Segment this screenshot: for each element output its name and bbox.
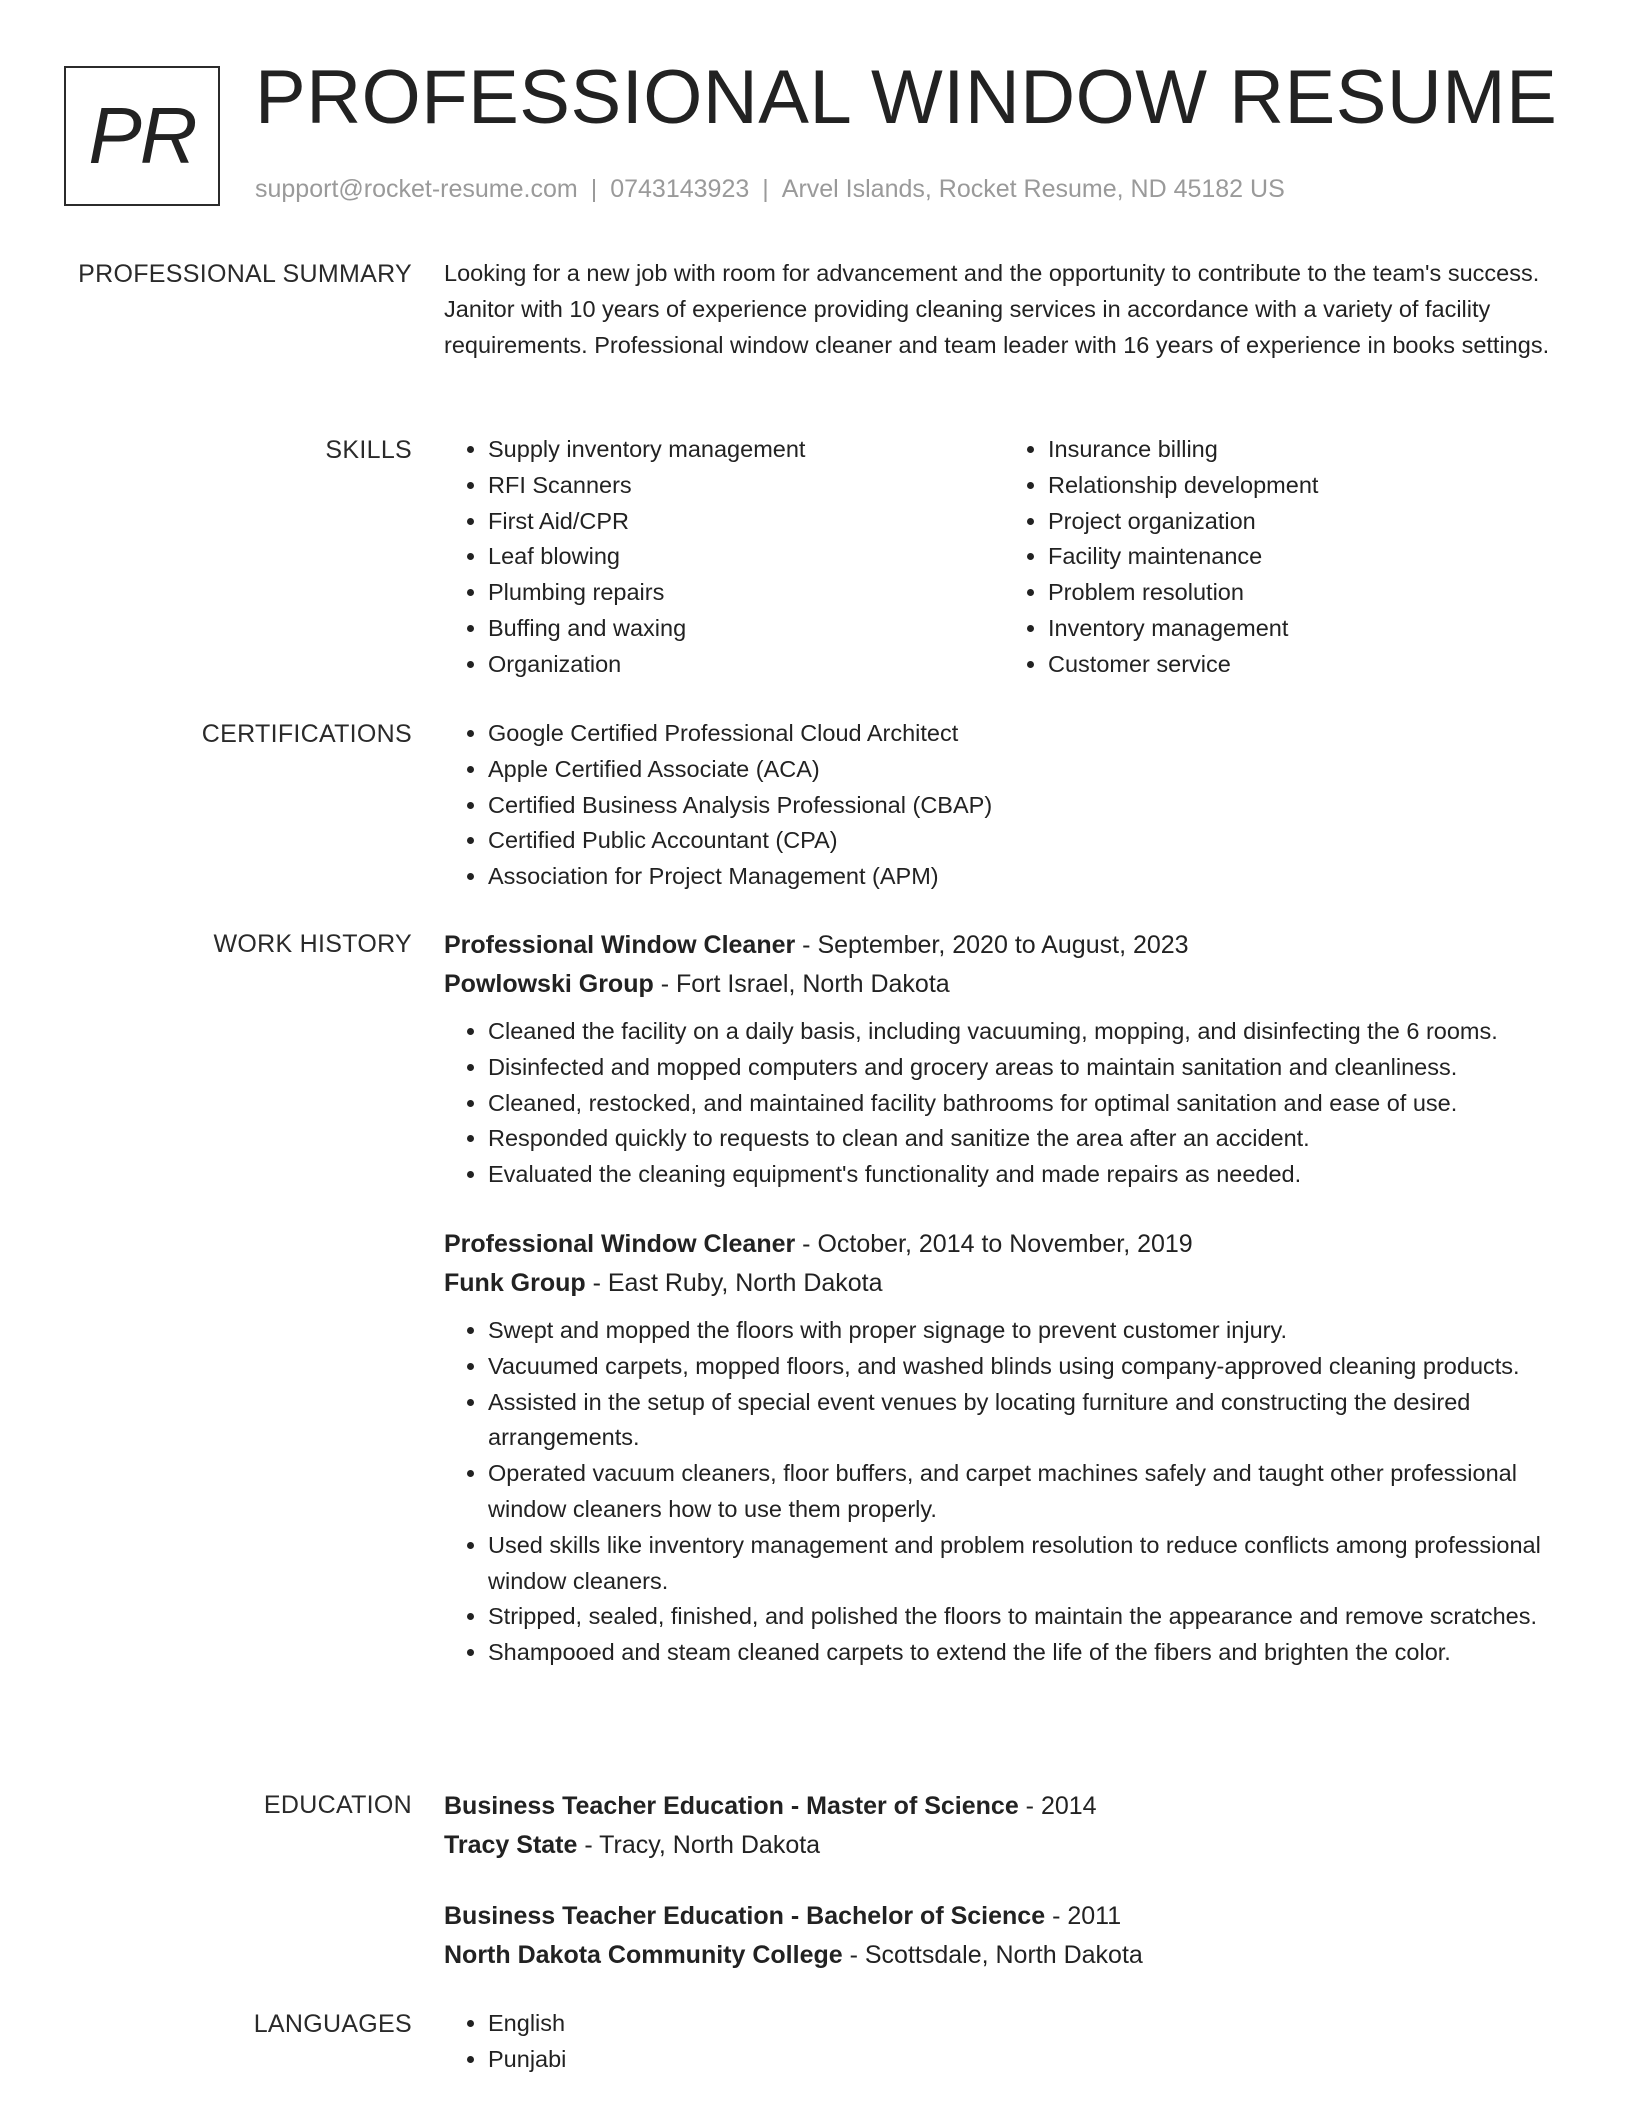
job-bullet: • Vacuumed carpets, mopped floors, and washed blinds using company-approved cleaning products. (488, 1349, 1564, 1385)
job-bullet: • Cleaned, restocked, and maintained facility bathrooms for optimal sanitation and ease of use. (488, 1086, 1564, 1122)
degree: Business Teacher Education - Bachelor of Science (444, 1902, 1046, 1930)
email[interactable]: support@rocket-resume.com (255, 175, 578, 203)
job-bullet: • Responded quickly to requests to clean and sanitize the area after an accident. (488, 1121, 1564, 1157)
skill-item: • Organization (488, 647, 1004, 683)
summary-text: Looking for a new job with room for advancement and the opportunity to contribute to the team's success. Janitor with 10 years of experience providing cleaning services in accordance with a variety of facility requirements. Professional window cleaner and team leader with 16 years of experience in books settings. (444, 260, 1550, 358)
certification-item: • Google Certified Professional Cloud Architect (488, 716, 1564, 752)
skill-item: • First Aid/CPR (488, 504, 1004, 540)
address: Arvel Islands, Rocket Resume, ND 45182 US (781, 175, 1285, 203)
certifications-list (444, 716, 1564, 895)
skill-item: • Insurance billing (1048, 432, 1564, 468)
job-bullet: • Disinfected and mopped computers and grocery areas to maintain sanitation and cleanliness. (488, 1050, 1564, 1086)
skill-item: • Customer service (1048, 647, 1564, 683)
separator: | (590, 175, 598, 203)
job-title: Professional Window Cleaner (444, 1229, 796, 1258)
job-entry (444, 926, 1564, 1193)
school-line (444, 1826, 1564, 1865)
job-dates: - October, 2014 to November, 2019 (795, 1229, 1193, 1258)
job-bullet: • Shampooed and steam cleaned carpets to extend the life of the fibers and brighten the color. (488, 1635, 1564, 1671)
certification-item: • Certified Public Accountant (CPA) (488, 823, 1564, 859)
job-title-line (444, 1225, 1564, 1264)
skills-column-left (444, 432, 1004, 683)
skills-column-right (1004, 432, 1564, 683)
job-bullet: • Assisted in the setup of special event venues by locating furniture and constructing the desired arrangements. (488, 1385, 1564, 1457)
skill-item: • Project organization (1048, 504, 1564, 540)
section-label: PROFESSIONAL SUMMARY (78, 260, 412, 288)
job-entry (444, 1225, 1564, 1671)
section-label: LANGUAGES (253, 2010, 412, 2038)
job-title: Professional Window Cleaner (444, 931, 796, 959)
job-location: - East Ruby, North Dakota (585, 1268, 883, 1297)
certification-item: • Certified Business Analysis Professional (CBAP) (488, 788, 1564, 824)
job-dates: - September, 2020 to August, 2023 (795, 931, 1189, 959)
education-entry (444, 1897, 1564, 1975)
skill-item: • Inventory management (1048, 611, 1564, 647)
degree-line (444, 1787, 1564, 1826)
degree-line (444, 1897, 1564, 1936)
school-line (444, 1936, 1564, 1975)
job-bullet: • Cleaned the facility on a daily basis, including vacuuming, mopping, and disinfecting the 6 rooms. (488, 1014, 1564, 1050)
languages-list (444, 2006, 1564, 2078)
education-year: - 2011 (1045, 1902, 1122, 1930)
education-year: - 2014 (1018, 1792, 1097, 1820)
skill-item: • Buffing and waxing (488, 611, 1004, 647)
monogram: PR (64, 66, 220, 206)
job-bullet: • Stripped, sealed, finished, and polished the floors to maintain the appearance and remove scratches. (488, 1599, 1564, 1635)
job-bullet: • Swept and mopped the floors with proper signage to prevent customer injury. (488, 1313, 1564, 1349)
job-bullets (444, 1313, 1564, 1671)
section-label: WORK HISTORY (213, 930, 412, 958)
section-label: EDUCATION (263, 1791, 412, 1819)
skill-item: • Problem resolution (1048, 575, 1564, 611)
separator: | (762, 175, 769, 203)
degree: Business Teacher Education - Master of Science (444, 1792, 1019, 1820)
certification-item: • Apple Certified Associate (ACA) (488, 752, 1564, 788)
job-company: Powlowski Group (444, 970, 654, 998)
job-bullet: • Evaluated the cleaning equipment's functionality and made repairs as needed. (488, 1157, 1564, 1193)
skill-item: • Plumbing repairs (488, 575, 1004, 611)
job-title-line (444, 926, 1564, 965)
job-bullets (444, 1014, 1564, 1193)
skill-item: • Facility maintenance (1048, 539, 1564, 575)
certification-item: • Association for Project Management (APM) (488, 859, 1564, 895)
section-label: SKILLS (325, 436, 412, 464)
skills-list (444, 432, 1564, 683)
job-company-line (444, 1264, 1564, 1303)
language-item: • Punjabi (488, 2042, 1564, 2078)
school-location: - Scottsdale, North Dakota (842, 1941, 1143, 1969)
skill-item: • Leaf blowing (488, 539, 1004, 575)
skill-item: • Supply inventory management (488, 432, 1004, 468)
phone[interactable]: 0743143923 (610, 175, 750, 203)
school: North Dakota Community College (444, 1941, 843, 1969)
job-location: - Fort Israel, North Dakota (653, 970, 950, 998)
job-company: Funk Group (444, 1268, 586, 1297)
job-bullet: • Operated vacuum cleaners, floor buffers, and carpet machines safely and taught other professional window cleaners how to use them properly. (488, 1456, 1564, 1528)
school: Tracy State (444, 1831, 578, 1859)
job-company-line (444, 965, 1564, 1004)
resume-title: PROFESSIONAL WINDOW RESUME (255, 55, 1558, 140)
school-location: - Tracy, North Dakota (577, 1831, 821, 1859)
education-entry (444, 1787, 1564, 1865)
job-bullet: • Used skills like inventory management and problem resolution to reduce conflicts among professional window cleaners. (488, 1528, 1564, 1600)
contact-line (255, 175, 1285, 204)
skill-item: • RFI Scanners (488, 468, 1004, 504)
language-item: • English (488, 2006, 1564, 2042)
section-label: CERTIFICATIONS (201, 720, 412, 748)
skill-item: • Relationship development (1048, 468, 1564, 504)
